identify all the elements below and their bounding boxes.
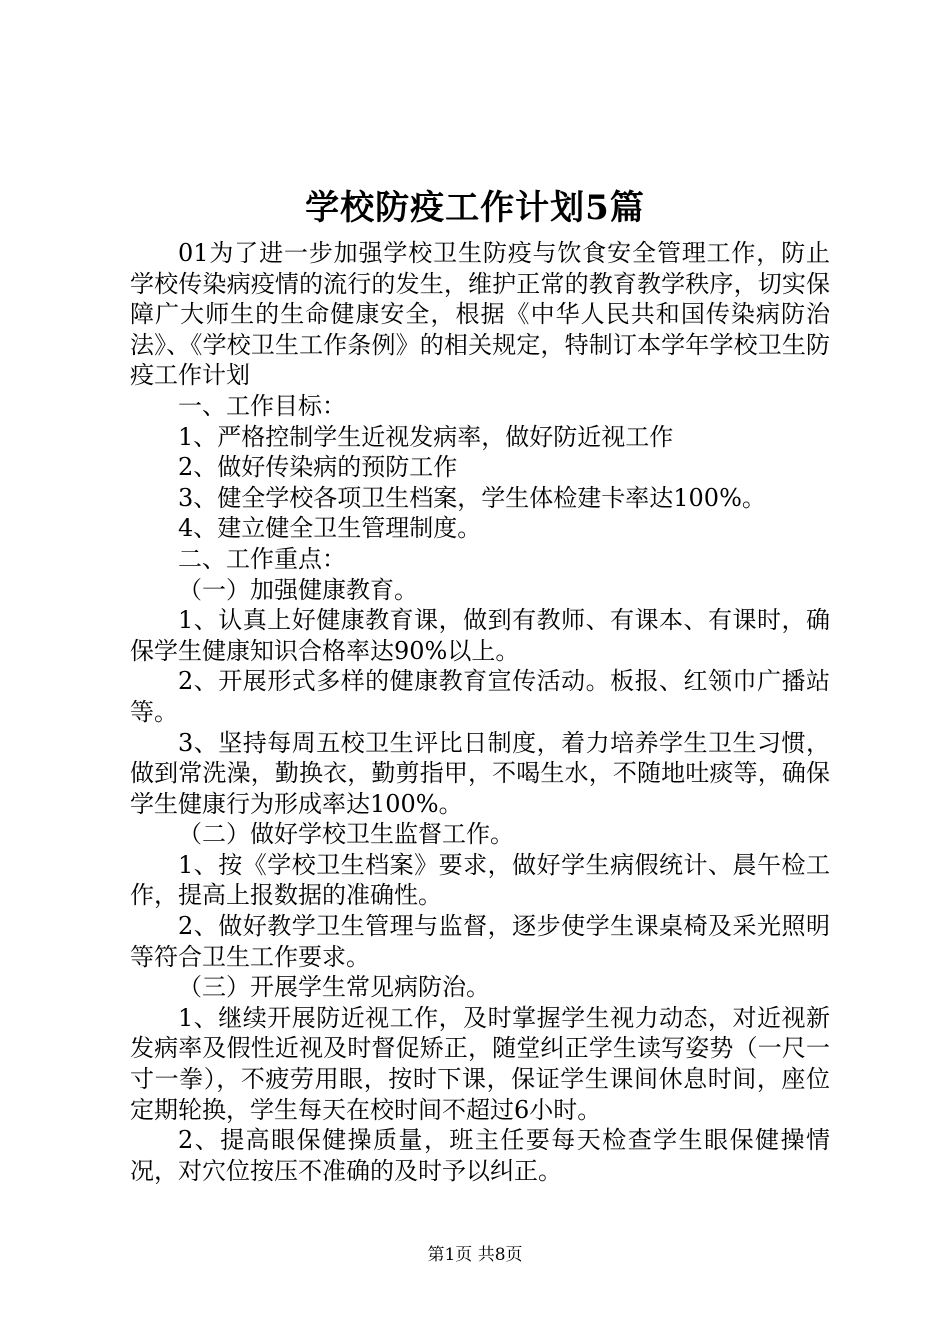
paragraph-heading-focus: 二、工作重点： xyxy=(178,544,346,573)
document-body xyxy=(130,238,830,1186)
paragraph-goal-4: 4、建立健全卫生管理制度。 xyxy=(178,514,482,543)
document-title: 学校防疫工作计划5篇 xyxy=(305,188,645,228)
paragraph-item-3-2: 2、提高眼保健操质量，班主任要每天检查学生眼保健操情况，对穴位按压不准确的及时予以纠正。 xyxy=(130,1126,830,1185)
paragraph-heading-goals: 一、工作目标： xyxy=(178,391,346,420)
paragraph-goal-3: 3、健全学校各项卫生档案，学生体检建卡率达100%。 xyxy=(178,483,766,512)
paragraph-item-1-2: 2、开展形式多样的健康教育宣传活动。板报、红领巾广播站等。 xyxy=(130,667,830,726)
paragraph-subheading-3: （三）开展学生常见病防治。 xyxy=(178,973,490,1002)
paragraph-goal-1: 1、严格控制学生近视发病率，做好防近视工作 xyxy=(178,422,674,451)
paragraph-subheading-2: （二）做好学校卫生监督工作。 xyxy=(178,820,514,849)
paragraph-goal-2: 2、做好传染病的预防工作 xyxy=(178,453,458,482)
paragraph-item-2-1: 1、按《学校卫生档案》要求，做好学生病假统计、晨午检工作，提高上报数据的准确性。 xyxy=(130,850,830,910)
paragraph-item-1-1: 1、认真上好健康教育课，做到有教师、有课本、有课时，确保学生健康知识合格率达90%以上。 xyxy=(130,606,830,665)
paragraph-item-3-1: 1、继续开展防近视工作，及时掌握学生视力动态，对近视新发病率及假性近视及时督促矫正，随堂纠正学生读写姿势（一尺一寸一拳），不疲劳用眼，按时下课，保证学生课间休息时间，座位定期轮换，学生每天在校时间不超过6小时。 xyxy=(130,1003,830,1124)
paragraph-item-1-3: 3、坚持每周五校卫生评比日制度，着力培养学生卫生习惯，做到常洗澡，勤换衣，勤剪指甲，不喝生水，不随地吐痰等，确保学生健康行为形成率达100%。 xyxy=(130,728,830,818)
paragraph-intro: 01为了进一步加强学校卫生防疫与饮食安全管理工作，防止学校传染病疫情的流行的发生，维护正常的教育教学秩序，切实保障广大师生的生命健康安全，根据《中华人民共和国传染病防治法》、《学校卫生工作条例》的相关规定，特制订本学年学校卫生防疫工作计划 xyxy=(130,239,830,390)
page-footer: 第1页 共8页 xyxy=(427,1245,523,1265)
paragraph-item-2-2: 2、做好教学卫生管理与监督，逐步使学生课桌椅及采光照明等符合卫生工作要求。 xyxy=(130,912,830,971)
paragraph-subheading-1: （一）加强健康教育。 xyxy=(178,575,418,604)
